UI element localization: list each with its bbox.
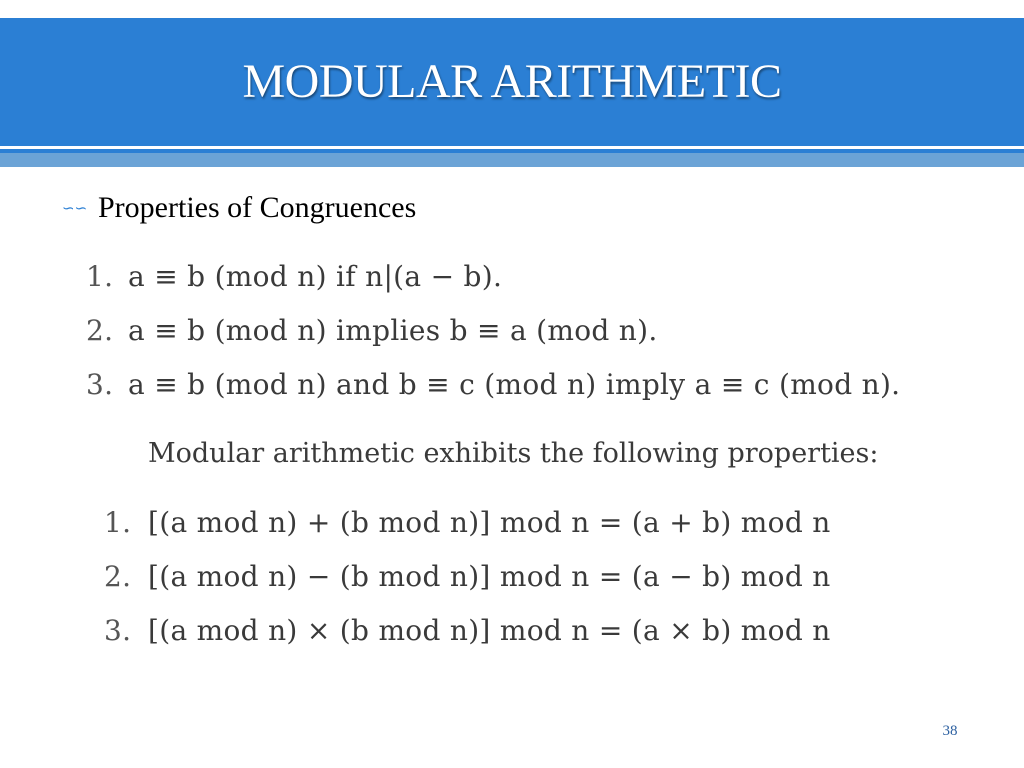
property-statement: [(a mod n) × (b mod n)] mod n = (a × b) mod n: [148, 614, 831, 647]
modular-property: [104, 604, 831, 658]
property-number: 3.: [86, 368, 114, 401]
property-number: 1.: [104, 506, 132, 539]
property-statement: [(a mod n) − (b mod n)] mod n = (a − b) mod n: [148, 560, 831, 593]
bullet-item: [62, 190, 416, 226]
property-number: 2.: [86, 314, 114, 347]
modular-intro-text: Modular arithmetic exhibits the following properties:: [148, 438, 879, 469]
property-number: 1.: [86, 260, 114, 293]
property-statement: a ≡ b (mod n) implies b ≡ a (mod n).: [128, 314, 658, 347]
property-number: 2.: [104, 560, 132, 593]
property-statement: a ≡ b (mod n) if n|(a − b).: [128, 260, 503, 293]
curl-bullet-icon: ∽∽: [62, 199, 88, 217]
congruence-property: [86, 358, 900, 412]
congruence-property: [86, 304, 900, 358]
modular-properties-list: [104, 496, 831, 658]
page-number: 38: [942, 723, 958, 739]
property-statement: a ≡ b (mod n) and b ≡ c (mod n) imply a ≡ c (mod n).: [128, 368, 901, 401]
property-number: 3.: [104, 614, 132, 647]
modular-property: [104, 550, 831, 604]
congruence-properties-list: [86, 250, 900, 412]
modular-property: [104, 496, 831, 550]
congruence-property: [86, 250, 900, 304]
property-statement: [(a mod n) + (b mod n)] mod n = (a + b) mod n: [148, 506, 831, 539]
accent-band: [0, 153, 1024, 167]
slide-title: MODULAR ARITHMETIC: [242, 55, 782, 108]
bullet-text: Properties of Congruences: [98, 191, 417, 224]
